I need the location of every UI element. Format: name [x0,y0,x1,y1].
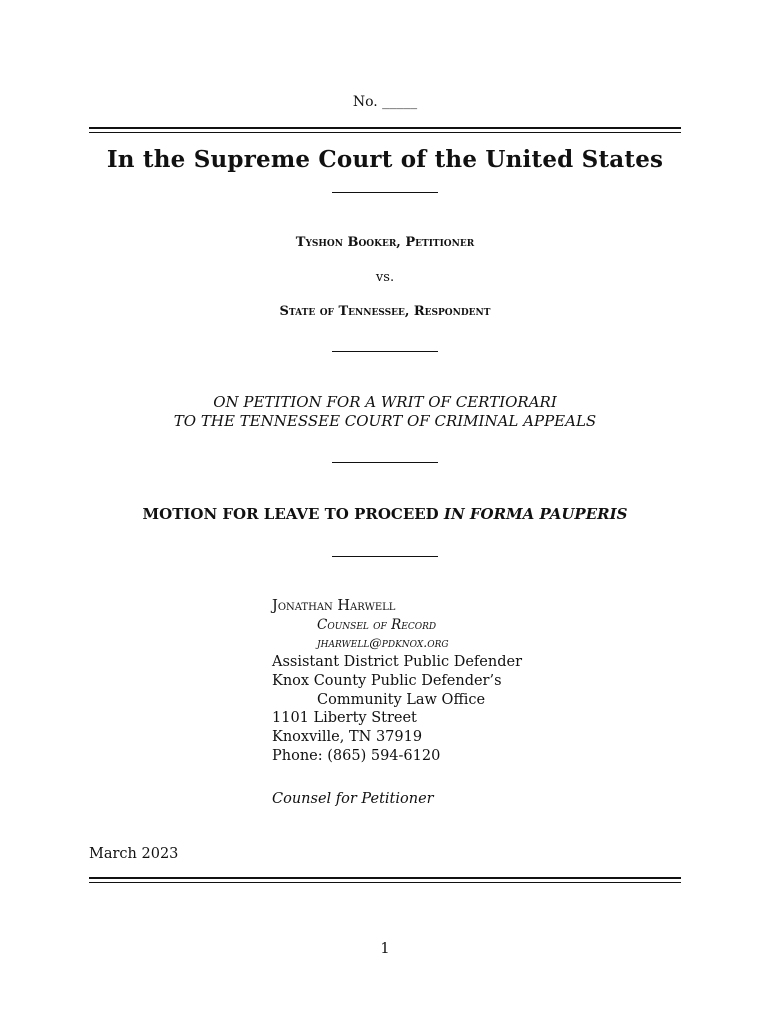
top-rule [89,127,681,129]
bottom-rule-thin [89,882,681,883]
counsel-name: Jonathan Harwell [272,598,396,614]
motion-title-prefix: MOTION FOR LEAVE TO PROCEED [142,505,444,523]
motion-title [0,505,770,523]
petition-line-1: ON PETITION FOR A WRIT OF CERTIORARI [213,393,557,411]
counsel-role: Counsel of Record [317,616,437,633]
counsel-street: 1101 Liberty Street [272,710,417,727]
counsel-capacity: Counsel for Petitioner [272,791,434,807]
divider [332,351,438,352]
counsel-email: jharwell@pdknox.org [317,635,449,651]
counsel-org-line-1: Knox County Public Defender’s [272,672,502,689]
filing-date: March 2023 [89,846,179,862]
page-number: 1 [380,941,390,957]
counsel-city: Knoxville, TN 37919 [272,728,423,745]
petition-line-2: TO THE TENNESSEE COURT OF CRIMINAL APPEALS [173,412,597,430]
motion-title-italic: IN FORMA PAUPERIS [443,505,628,523]
bottom-rule [89,877,681,879]
counsel-org-line-2: Community Law Office [317,691,486,708]
versus-text: vs. [375,270,395,285]
petitioner-line: Tyshon Booker, Petitioner [295,235,475,250]
counsel-block [272,597,522,765]
docket-number: No. _____ [352,94,418,110]
top-rule-thin [89,132,681,133]
counsel-title: Assistant District Public Defender [272,654,523,671]
divider [332,462,438,463]
divider [332,556,438,557]
divider [332,192,438,193]
counsel-phone: Phone: (865) 594-6120 [272,747,441,764]
respondent-line: State of Tennessee, Respondent [279,304,491,319]
court-title: In the Supreme Court of the United States [106,146,664,173]
